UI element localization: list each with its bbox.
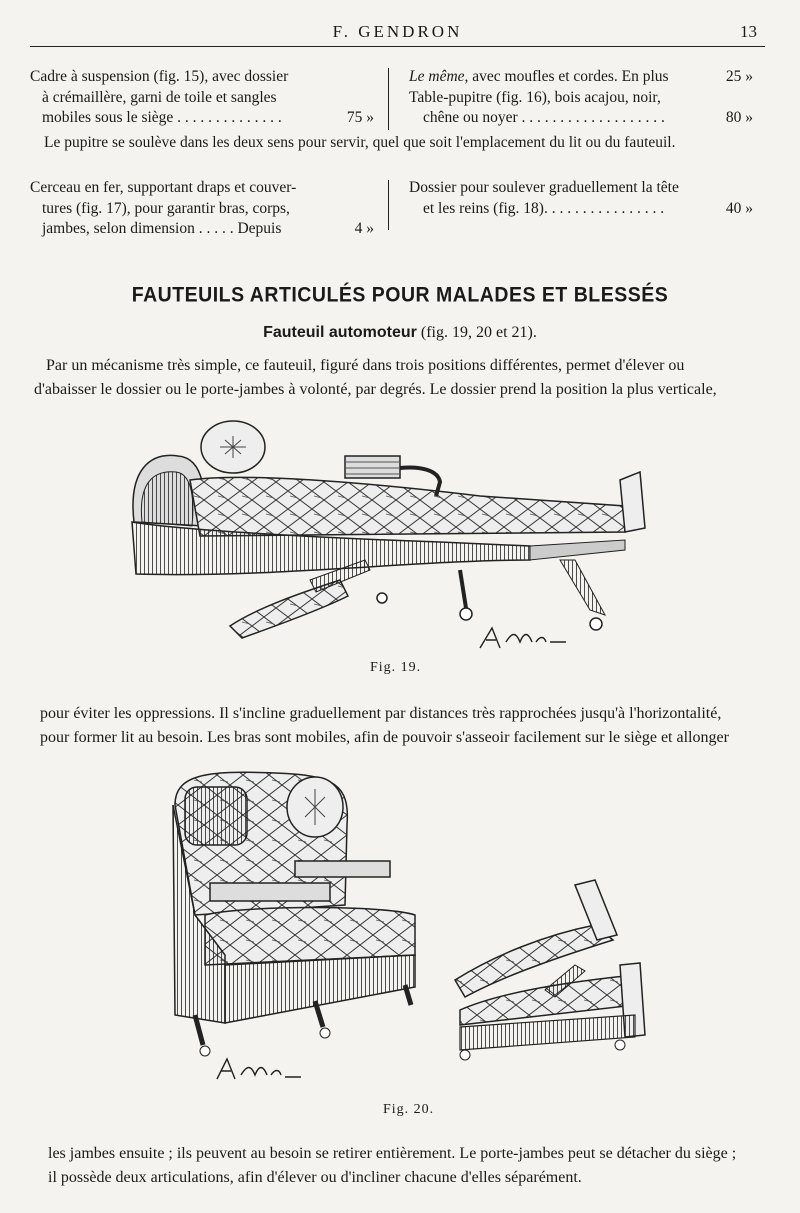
price-list-top-right: [409, 67, 753, 129]
list-item: jambes, selon dimension . . . . . Depuis 4 »: [30, 219, 374, 240]
column-divider: [388, 180, 389, 230]
price: 25 »: [725, 68, 753, 85]
paragraph-2: pour éviter les oppressions. Il s'incline graduellement par distances très rapprochées jusqu'à l'horizontalité, pour former lit au besoin. Les bras sont mobiles, afin de pouvoir s'asseoir facilement sur le siège et allonger: [40, 705, 729, 746]
running-header: [30, 22, 765, 47]
list-item: Table-pupitre (fig. 16), bois acajou, noir,: [409, 88, 661, 106]
list-item: chêne ou noyer . . . . . . . . . . . . . . . . . . . 80 »: [409, 108, 753, 129]
price: 4 »: [354, 220, 374, 237]
subtitle: Fauteuil automoteur (fig. 19, 20 et 21).: [263, 324, 537, 341]
figure-19-caption: Fig. 19.: [370, 660, 422, 675]
price: 75 »: [346, 109, 374, 126]
page-header-title: F. GENDRON: [332, 22, 463, 41]
list-item: tures (fig. 17), pour garantir bras, corps,: [42, 199, 290, 217]
price-list-top-left: [30, 67, 374, 129]
page-number: 13: [740, 22, 757, 41]
list-item: mobiles sous le siège . . . . . . . . . . . . . . 75 »: [30, 108, 374, 129]
list-item: Cerceau en fer, supportant draps et couver-: [30, 179, 297, 196]
price: 80 »: [725, 109, 753, 126]
figure-20-caption: Fig. 20.: [383, 1102, 435, 1117]
list-item: Le même, avec moufles et cordes. En plus 25 »: [409, 67, 753, 88]
column-divider: [388, 68, 389, 130]
price-list-mid-right: [409, 178, 753, 219]
price: 40 »: [725, 199, 753, 217]
paragraph-1: Par un mécanisme très simple, ce fauteuil, figuré dans trois positions différentes, permet d'élever ou d'abaisser le dossier ou le porte-jambes à volonté, par degrés. Le dossier prend la position la plus verticale,: [34, 357, 717, 398]
list-item: Cadre à suspension (fig. 15), avec dossier: [30, 68, 289, 85]
list-item: Dossier pour soulever graduellement la tête: [409, 179, 679, 196]
section-title: FAUTEUILS ARTICULÉS POUR MALADES ET BLESSÉS: [131, 282, 669, 308]
paragraph-3: les jambes ensuite ; ils peuvent au besoin se retirer entièrement. Le porte-jambes peut se détacher du siège ; il possède deux articulations, afin d'élever ou d'incliner chacune d'elles séparément.: [48, 1145, 737, 1186]
list-item: et les reins (fig. 18). . . . . . . . . . . . . . . . 40 »: [409, 199, 753, 220]
price-list-mid-left: [30, 178, 374, 240]
list-item: à crémaillère, garni de toile et sangles: [42, 88, 277, 106]
figure-20-illustration: [165, 765, 655, 1095]
note-text: Le pupitre se soulève dans les deux sens pour servir, quel que soit l'emplacement du lit ou du fauteuil.: [44, 134, 676, 151]
figure-19-illustration: [120, 410, 660, 655]
